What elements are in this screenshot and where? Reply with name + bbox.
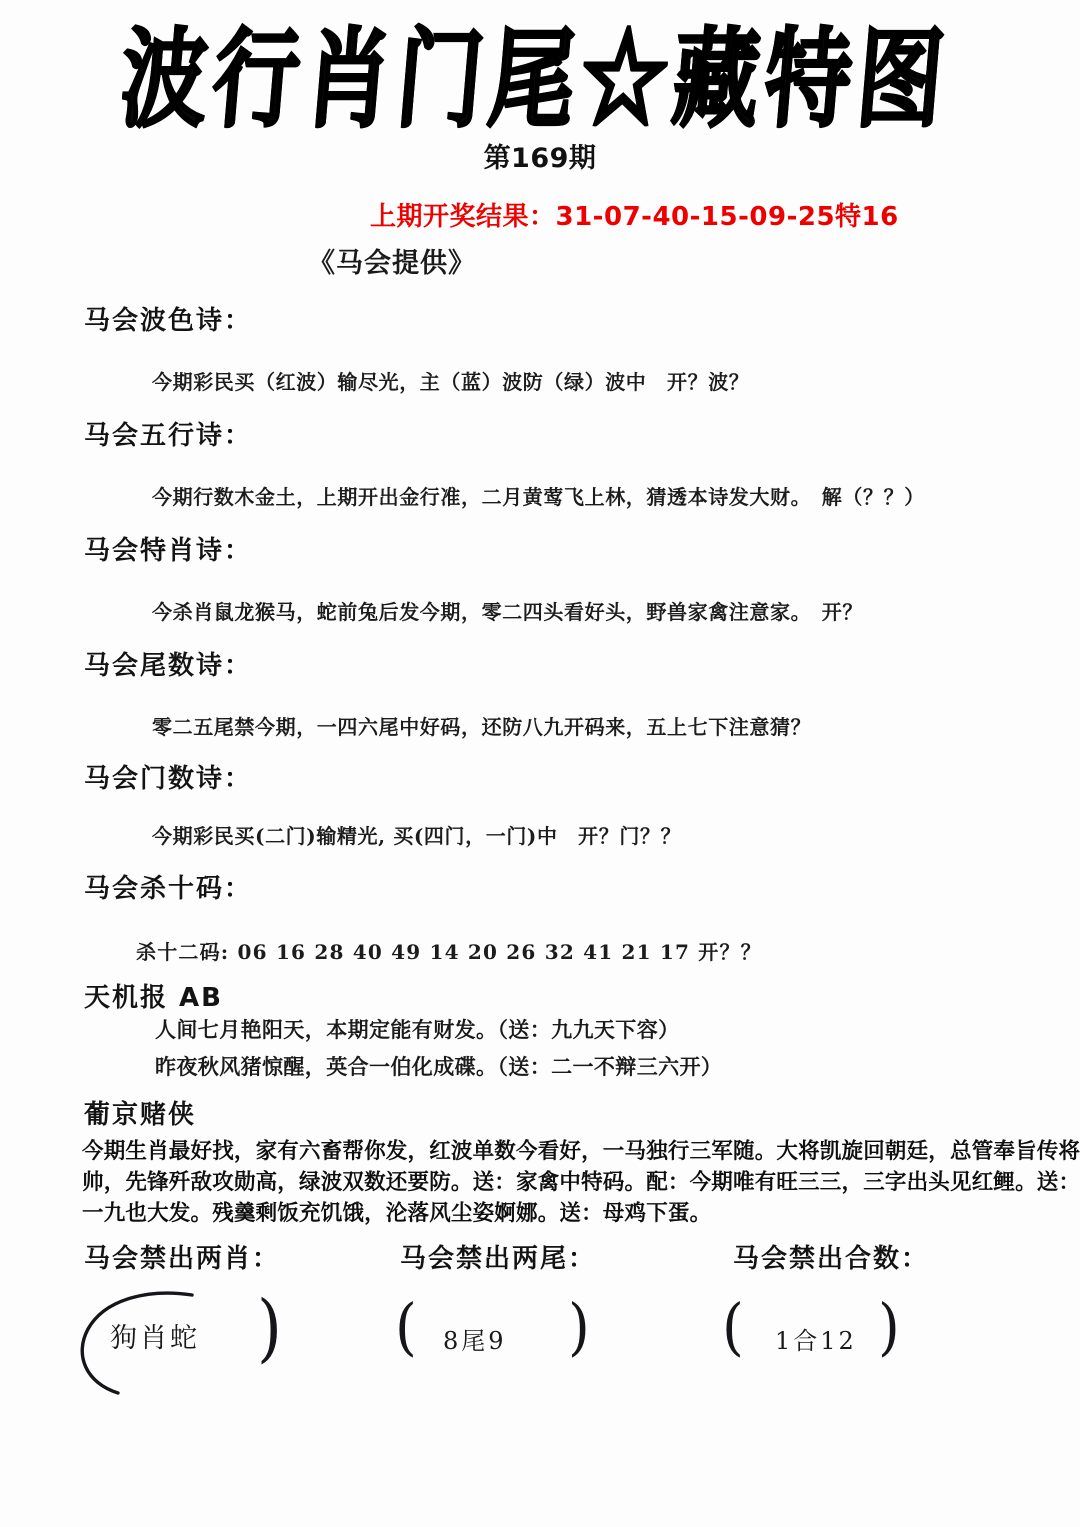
section-body: 今期彩民买（红波）输尽光，主（蓝）波防（绿）波中 开？波？ (152, 370, 750, 394)
section-body: 今杀肖鼠龙猴马，蛇前兔后发今期，零二四头看好头，野兽家禽注意家。 开？ (152, 600, 863, 624)
section-body: 零二五尾禁今期，一四六尾中好码，还防八九开码来，五上七下注意猜？ (152, 715, 812, 739)
section-heading: 马会门数诗： (84, 764, 253, 794)
forbid-zodiac-heading: 马会禁出两肖： (84, 1244, 281, 1274)
issue-number: 第169期 (483, 143, 597, 174)
pujing-line-3: 一九也大发。残羹剩饭充饥饿，沦落风尘姿婀娜。送：母鸡下蛋。 (82, 1201, 712, 1226)
forbid-sum-paren-right: ) (878, 1291, 900, 1364)
section-body: 今期行数木金土，上期开出金行准，二月黄莺飞上林，猜透本诗发大财。 解（？？） (152, 485, 925, 509)
pujing-heading: 葡京赌侠 (84, 1100, 197, 1130)
forbid-tail-paren-right: ) (568, 1291, 590, 1364)
section-heading: 马会尾数诗： (84, 651, 253, 681)
section-body: 今期彩民买(二门)输精光, 买(四门，一门)中 开？门？？ (152, 824, 682, 848)
tianji-line-2: 昨夜秋风猪惊醒，英合一伯化成碟。（送：二一不辩三六开） (155, 1054, 723, 1079)
pujing-line-1: 今期生肖最好找，家有六畜帮你发，红波单数今看好，一马独行三军随。大将凯旋回朝廷，总管奉旨传将 (82, 1139, 1080, 1164)
forbid-zodiac-value: 狗肖蛇 (110, 1323, 200, 1354)
pujing-line-2: 帅，先锋歼敌攻勋高，绿波双数还要防。送：家禽中特码。配：今期唯有旺三三，三字出头见红鲤。送： (82, 1170, 1080, 1195)
tianji-heading: 天机报 AB (84, 983, 223, 1013)
forbid-zodiac-paren-right: ) (257, 1286, 282, 1372)
forbid-sum-paren-left: ( (722, 1291, 744, 1364)
forbid-tail-heading: 马会禁出两尾： (400, 1244, 597, 1274)
section-heading: 马会波色诗： (84, 306, 253, 336)
section-heading: 马会五行诗： (84, 421, 253, 451)
forbid-sum-value: 1合12 (775, 1327, 857, 1355)
tianji-line-1: 人间七月艳阳天，本期定能有财发。（送：九九天下容） (155, 1017, 680, 1042)
forbid-tail-value: 8尾9 (443, 1327, 507, 1355)
provider-label: 《马会提供》 (308, 248, 476, 279)
forbid-sum-heading: 马会禁出合数： (733, 1244, 930, 1274)
section-body: 杀十二码: 06 16 28 40 49 14 20 26 32 41 21 17 开？？ (136, 940, 762, 964)
page-title: 波行肖门尾☆藏特图 (116, 16, 955, 143)
section-heading: 马会杀十码： (84, 874, 253, 904)
last-draw-result: 上期开奖结果：31-07-40-15-09-25特16 (370, 202, 899, 232)
section-heading: 马会特肖诗： (84, 536, 253, 566)
forbid-tail-paren-left: ( (395, 1291, 417, 1364)
